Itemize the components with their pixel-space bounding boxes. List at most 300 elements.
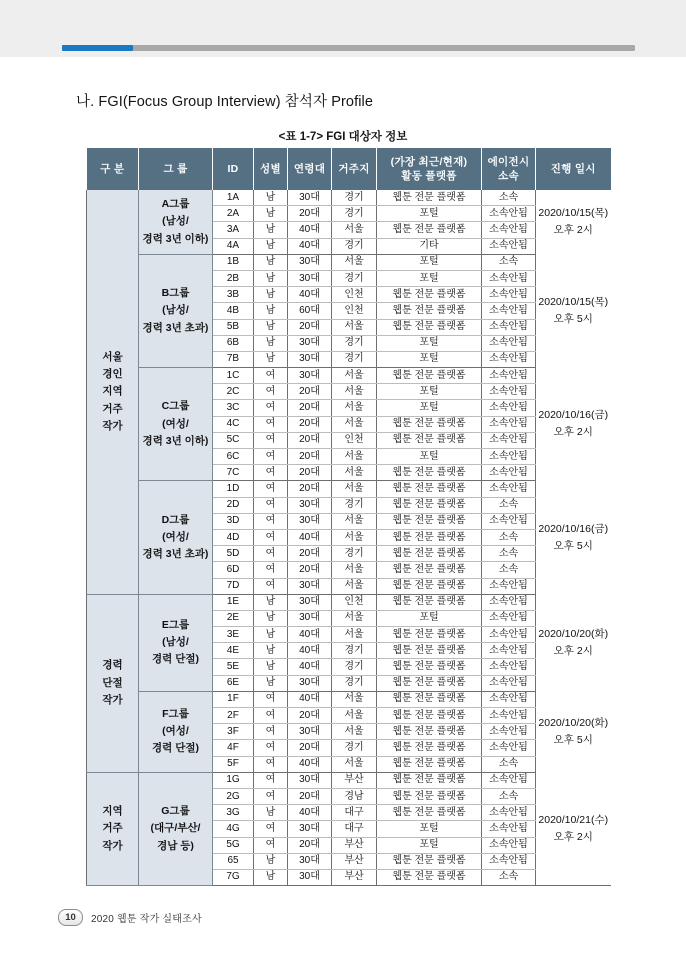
cell-id: 2C [213,384,254,400]
cell-platform: 웹툰 전문 플랫폼 [377,659,482,675]
cell-schedule-date [536,368,611,481]
cell-residence: 부산 [332,869,377,885]
cell-residence: 인천 [332,432,377,448]
group-label-line-3: 경력 3년 이하) [142,434,209,447]
cell-age: 20대 [288,319,332,335]
cell-agency: 소속 [482,562,536,578]
column-header-agency-line2: 소속 [498,170,519,182]
table-row [87,772,611,788]
cell-sex: 남 [254,303,288,319]
column-header-group: 그 룹 [139,148,213,190]
cell-sex: 여 [254,788,288,804]
region-label-line-1: 경력 [102,659,123,672]
cell-sex: 여 [254,821,288,837]
cell-agency: 소속안됨 [482,724,536,740]
cell-residence: 서울 [332,222,377,238]
cell-sex: 여 [254,756,288,772]
cell-id: 1C [213,368,254,384]
region-label-line-3: 작가 [102,839,123,852]
cell-agency: 소속안됨 [482,740,536,756]
cell-sex: 여 [254,578,288,594]
cell-id: 7B [213,351,254,367]
group-label-line-2: (남성/ [162,215,189,228]
cell-platform: 웹툰 전문 플랫폼 [377,675,482,691]
cell-agency: 소속안됨 [482,432,536,448]
cell-residence: 경기 [332,206,377,222]
cell-agency: 소속안됨 [482,853,536,869]
group-label-line-3: 경력 단절) [152,742,199,755]
cell-residence: 서울 [332,384,377,400]
cell-residence: 인천 [332,303,377,319]
cell-agency: 소속 [482,756,536,772]
cell-sex: 여 [254,529,288,545]
cell-residence: 경기 [332,643,377,659]
cell-sex: 여 [254,837,288,853]
cell-group [139,481,213,594]
cell-id: 4G [213,821,254,837]
group-label-line-3: 경력 3년 초과) [142,548,209,561]
cell-age: 20대 [288,384,332,400]
cell-age: 20대 [288,837,332,853]
cell-agency: 소속안됨 [482,351,536,367]
group-label-line-2: (남성/ [162,304,189,317]
table-header [87,148,611,190]
group-label-line-1: F그룹 [162,707,189,720]
cell-agency: 소속 [482,546,536,562]
cell-age: 40대 [288,238,332,254]
cell-agency: 소속안됨 [482,594,536,610]
cell-platform: 웹툰 전문 플랫폼 [377,416,482,432]
cell-id: 3G [213,805,254,821]
cell-platform: 웹툰 전문 플랫폼 [377,594,482,610]
cell-agency: 소속안됨 [482,772,536,788]
cell-age: 30대 [288,190,332,206]
cell-platform: 웹툰 전문 플랫폼 [377,562,482,578]
column-header-platform [377,148,482,190]
cell-sex: 여 [254,772,288,788]
cell-residence: 서울 [332,481,377,497]
table-row [87,481,611,497]
cell-id: 1B [213,254,254,270]
region-label-line-3: 작가 [102,693,123,706]
cell-region [87,594,139,772]
cell-id: 1F [213,691,254,707]
cell-agency: 소속안됨 [482,821,536,837]
cell-age: 40대 [288,529,332,545]
column-header-platform-line1: (가장 최근/현재) [390,155,468,168]
column-header-id: ID [213,148,254,190]
cell-age: 40대 [288,222,332,238]
cell-id: 3D [213,513,254,529]
cell-sex: 남 [254,335,288,351]
cell-residence: 경남 [332,788,377,804]
cell-platform: 웹툰 전문 플랫폼 [377,513,482,529]
cell-id: 65 [213,853,254,869]
cell-platform: 포털 [377,837,482,853]
cell-platform: 웹툰 전문 플랫폼 [377,627,482,643]
cell-residence: 경기 [332,238,377,254]
cell-group [139,254,213,367]
cell-id: 5G [213,837,254,853]
document-scrollbar-thumb[interactable] [62,45,133,51]
column-header-region: 구 분 [87,148,139,190]
document-viewer-chrome [0,0,686,58]
cell-residence: 서울 [332,465,377,481]
cell-agency: 소속안됨 [482,513,536,529]
cell-age: 40대 [288,659,332,675]
cell-platform: 웹툰 전문 플랫폼 [377,319,482,335]
cell-residence: 대구 [332,805,377,821]
cell-agency: 소속안됨 [482,303,536,319]
cell-sex: 남 [254,594,288,610]
cell-id: 4B [213,303,254,319]
schedule-date-line-2: 오후 2시 [553,830,593,843]
cell-platform: 웹툰 전문 플랫폼 [377,853,482,869]
cell-age: 20대 [288,546,332,562]
cell-age: 40대 [288,691,332,707]
cell-sex: 남 [254,270,288,286]
page-footer [58,909,202,926]
cell-sex: 남 [254,853,288,869]
cell-age: 20대 [288,562,332,578]
cell-age: 30대 [288,594,332,610]
fgi-profile-table [86,148,611,886]
cell-residence: 경기 [332,546,377,562]
cell-id: 7C [213,465,254,481]
cell-age: 30대 [288,869,332,885]
cell-platform: 웹툰 전문 플랫폼 [377,756,482,772]
cell-age: 60대 [288,303,332,319]
cell-platform: 웹툰 전문 플랫폼 [377,805,482,821]
region-label-line-2: 경인 [102,367,123,380]
region-label-line-2: 단절 [102,676,123,689]
cell-age: 20대 [288,432,332,448]
cell-residence: 인천 [332,594,377,610]
cell-residence: 서울 [332,449,377,465]
cell-age: 20대 [288,481,332,497]
column-header-sex: 성별 [254,148,288,190]
cell-residence: 경기 [332,335,377,351]
cell-residence: 대구 [332,821,377,837]
cell-agency: 소속안됨 [482,481,536,497]
cell-id: 2G [213,788,254,804]
cell-age: 20대 [288,449,332,465]
cell-group [139,190,213,254]
cell-age: 30대 [288,254,332,270]
cell-sex: 여 [254,740,288,756]
group-label-line-3: 경남 등) [157,839,194,852]
cell-id: 4C [213,416,254,432]
cell-age: 30대 [288,853,332,869]
cell-id: 1D [213,481,254,497]
cell-age: 30대 [288,497,332,513]
cell-id: 7D [213,578,254,594]
cell-residence: 서울 [332,756,377,772]
cell-agency: 소속안됨 [482,206,536,222]
cell-sex: 여 [254,481,288,497]
region-label-line-2: 거주 [102,822,123,835]
cell-platform: 웹툰 전문 플랫폼 [377,287,482,303]
cell-platform: 웹툰 전문 플랫폼 [377,222,482,238]
cell-agency: 소속안됨 [482,805,536,821]
cell-id: 2E [213,610,254,626]
cell-sex: 여 [254,400,288,416]
cell-sex: 남 [254,190,288,206]
cell-agency: 소속안됨 [482,675,536,691]
cell-platform: 포털 [377,821,482,837]
cell-age: 20대 [288,416,332,432]
cell-id: 1G [213,772,254,788]
table-body [87,190,611,886]
cell-agency: 소속안됨 [482,319,536,335]
cell-id: 5F [213,756,254,772]
cell-residence: 부산 [332,853,377,869]
schedule-date-line-1: 2020/10/16(금) [538,522,609,535]
cell-residence: 서울 [332,691,377,707]
cell-residence: 서울 [332,400,377,416]
cell-sex: 남 [254,675,288,691]
cell-platform: 포털 [377,254,482,270]
cell-agency: 소속 [482,497,536,513]
cell-sex: 여 [254,465,288,481]
cell-residence: 서울 [332,319,377,335]
cell-id: 3C [213,400,254,416]
group-label-line-2: (여성/ [162,417,189,430]
cell-platform: 웹툰 전문 플랫폼 [377,869,482,885]
group-label-line-1: E그룹 [161,618,190,631]
cell-age: 30대 [288,772,332,788]
cell-residence: 서울 [332,708,377,724]
group-label-line-3: 경력 3년 이하) [142,232,209,245]
cell-sex: 남 [254,206,288,222]
cell-id: 1E [213,594,254,610]
cell-residence: 경기 [332,675,377,691]
cell-id: 5D [213,546,254,562]
cell-agency: 소속안됨 [482,578,536,594]
cell-id: 4E [213,643,254,659]
cell-agency: 소속안됨 [482,449,536,465]
table-caption: <표 1-7> FGI 대상자 정보 [278,131,408,143]
cell-group [139,691,213,772]
cell-group [139,368,213,481]
cell-age: 30대 [288,724,332,740]
table-row [87,190,611,206]
cell-age: 40대 [288,756,332,772]
cell-region [87,772,139,885]
cell-residence: 부산 [332,772,377,788]
cell-id: 5E [213,659,254,675]
cell-id: 2A [213,206,254,222]
cell-residence: 서울 [332,254,377,270]
cell-age: 20대 [288,465,332,481]
cell-platform: 포털 [377,610,482,626]
cell-residence: 경기 [332,351,377,367]
cell-age: 30대 [288,513,332,529]
cell-platform: 웹툰 전문 플랫폼 [377,497,482,513]
cell-age: 30대 [288,821,332,837]
cell-agency: 소속안됨 [482,659,536,675]
column-header-date: 진행 일시 [536,148,611,190]
cell-schedule-date [536,481,611,594]
cell-residence: 부산 [332,837,377,853]
schedule-date-line-2: 오후 5시 [553,733,593,746]
cell-sex: 여 [254,546,288,562]
cell-sex: 남 [254,222,288,238]
cell-id: 2D [213,497,254,513]
cell-id: 6D [213,562,254,578]
cell-agency: 소속안됨 [482,465,536,481]
schedule-date-line-1: 2020/10/20(화) [538,716,609,729]
cell-platform: 포털 [377,400,482,416]
cell-schedule-date [536,594,611,691]
cell-platform: 웹툰 전문 플랫폼 [377,190,482,206]
cell-sex: 여 [254,368,288,384]
cell-group [139,772,213,885]
cell-platform: 웹툰 전문 플랫폼 [377,578,482,594]
cell-platform: 웹툰 전문 플랫폼 [377,546,482,562]
cell-agency: 소속 [482,788,536,804]
group-label-line-2: (남성/ [162,636,189,649]
cell-age: 20대 [288,788,332,804]
cell-platform: 포털 [377,351,482,367]
cell-age: 30대 [288,335,332,351]
cell-platform: 웹툰 전문 플랫폼 [377,465,482,481]
table-row [87,594,611,610]
schedule-date-line-1: 2020/10/16(금) [538,409,609,422]
cell-sex: 여 [254,691,288,707]
column-header-residence: 거주지 [332,148,377,190]
footer-running-title: 2020 웹툰 작가 실태조사 [91,914,202,925]
cell-platform: 웹툰 전문 플랫폼 [377,772,482,788]
cell-agency: 소속안됨 [482,287,536,303]
cell-age: 30대 [288,351,332,367]
cell-id: 4A [213,238,254,254]
cell-sex: 남 [254,319,288,335]
cell-residence: 경기 [332,270,377,286]
cell-age: 20대 [288,708,332,724]
column-header-age: 연령대 [288,148,332,190]
schedule-date-line-2: 오후 2시 [553,644,593,657]
group-label-line-1: A그룹 [161,197,190,210]
cell-platform: 웹툰 전문 플랫폼 [377,691,482,707]
cell-id: 2B [213,270,254,286]
cell-platform: 웹툰 전문 플랫폼 [377,740,482,756]
cell-agency: 소속 [482,190,536,206]
cell-residence: 서울 [332,610,377,626]
cell-schedule-date [536,254,611,367]
schedule-date-line-2: 오후 5시 [553,312,593,325]
group-label-line-3: 경력 단절) [152,653,199,666]
cell-residence: 서울 [332,416,377,432]
cell-residence: 경기 [332,659,377,675]
cell-sex: 여 [254,449,288,465]
document-scrollbar-track[interactable] [62,45,635,51]
cell-residence: 경기 [332,190,377,206]
cell-region [87,190,139,594]
cell-agency: 소속안됨 [482,837,536,853]
cell-id: 4F [213,740,254,756]
column-header-platform-line2: 활동 플랫폼 [401,170,457,182]
cell-residence: 서울 [332,578,377,594]
cell-id: 5C [213,432,254,448]
cell-platform: 포털 [377,270,482,286]
cell-sex: 남 [254,659,288,675]
cell-platform: 웹툰 전문 플랫폼 [377,529,482,545]
cell-sex: 남 [254,805,288,821]
fgi-profile-table-container [86,148,610,886]
cell-sex: 남 [254,643,288,659]
region-label-line-1: 서울 [102,350,123,363]
cell-schedule-date [536,190,611,254]
cell-sex: 남 [254,869,288,885]
cell-age: 40대 [288,627,332,643]
cell-agency: 소속안됨 [482,368,536,384]
region-label-line-4: 거주 [102,402,123,415]
cell-agency: 소속안됨 [482,270,536,286]
cell-age: 30대 [288,578,332,594]
cell-age: 40대 [288,643,332,659]
cell-id: 7G [213,869,254,885]
cell-agency: 소속안됨 [482,335,536,351]
group-label-line-3: 경력 3년 초과) [142,321,209,334]
cell-residence: 서울 [332,562,377,578]
schedule-date-line-1: 2020/10/21(수) [538,813,609,826]
group-label-line-1: B그룹 [161,286,190,299]
table-row [87,254,611,270]
cell-age: 30대 [288,675,332,691]
table-header-row [87,148,611,190]
cell-id: 6C [213,449,254,465]
page-number-badge: 10 [58,909,83,926]
cell-platform: 포털 [377,335,482,351]
cell-agency: 소속안됨 [482,708,536,724]
cell-agency: 소속 [482,869,536,885]
cell-age: 30대 [288,270,332,286]
cell-platform: 웹툰 전문 플랫폼 [377,432,482,448]
schedule-date-line-2: 오후 2시 [553,224,593,237]
cell-agency: 소속 [482,254,536,270]
region-label-line-5: 작가 [102,419,123,432]
cell-age: 20대 [288,206,332,222]
cell-platform: 웹툰 전문 플랫폼 [377,724,482,740]
schedule-date-line-2: 오후 2시 [553,426,593,439]
cell-sex: 여 [254,497,288,513]
cell-id: 6E [213,675,254,691]
cell-platform: 웹툰 전문 플랫폼 [377,788,482,804]
group-label-line-1: G그룹 [161,804,190,817]
group-label-line-2: (여성/ [162,725,189,738]
cell-platform: 웹툰 전문 플랫폼 [377,368,482,384]
cell-schedule-date [536,772,611,885]
cell-id: 4D [213,529,254,545]
cell-residence: 인천 [332,287,377,303]
cell-sex: 여 [254,432,288,448]
cell-schedule-date [536,691,611,772]
cell-platform: 포털 [377,384,482,400]
schedule-date-line-1: 2020/10/15(목) [538,296,609,309]
cell-id: 6B [213,335,254,351]
group-label-line-1: C그룹 [161,400,190,413]
schedule-date-line-1: 2020/10/20(화) [538,627,609,640]
cell-platform: 포털 [377,449,482,465]
cell-sex: 남 [254,287,288,303]
cell-sex: 여 [254,384,288,400]
cell-id: 5B [213,319,254,335]
cell-agency: 소속안됨 [482,400,536,416]
cell-sex: 여 [254,724,288,740]
cell-id: 3E [213,627,254,643]
region-label-line-3: 지역 [102,385,123,398]
